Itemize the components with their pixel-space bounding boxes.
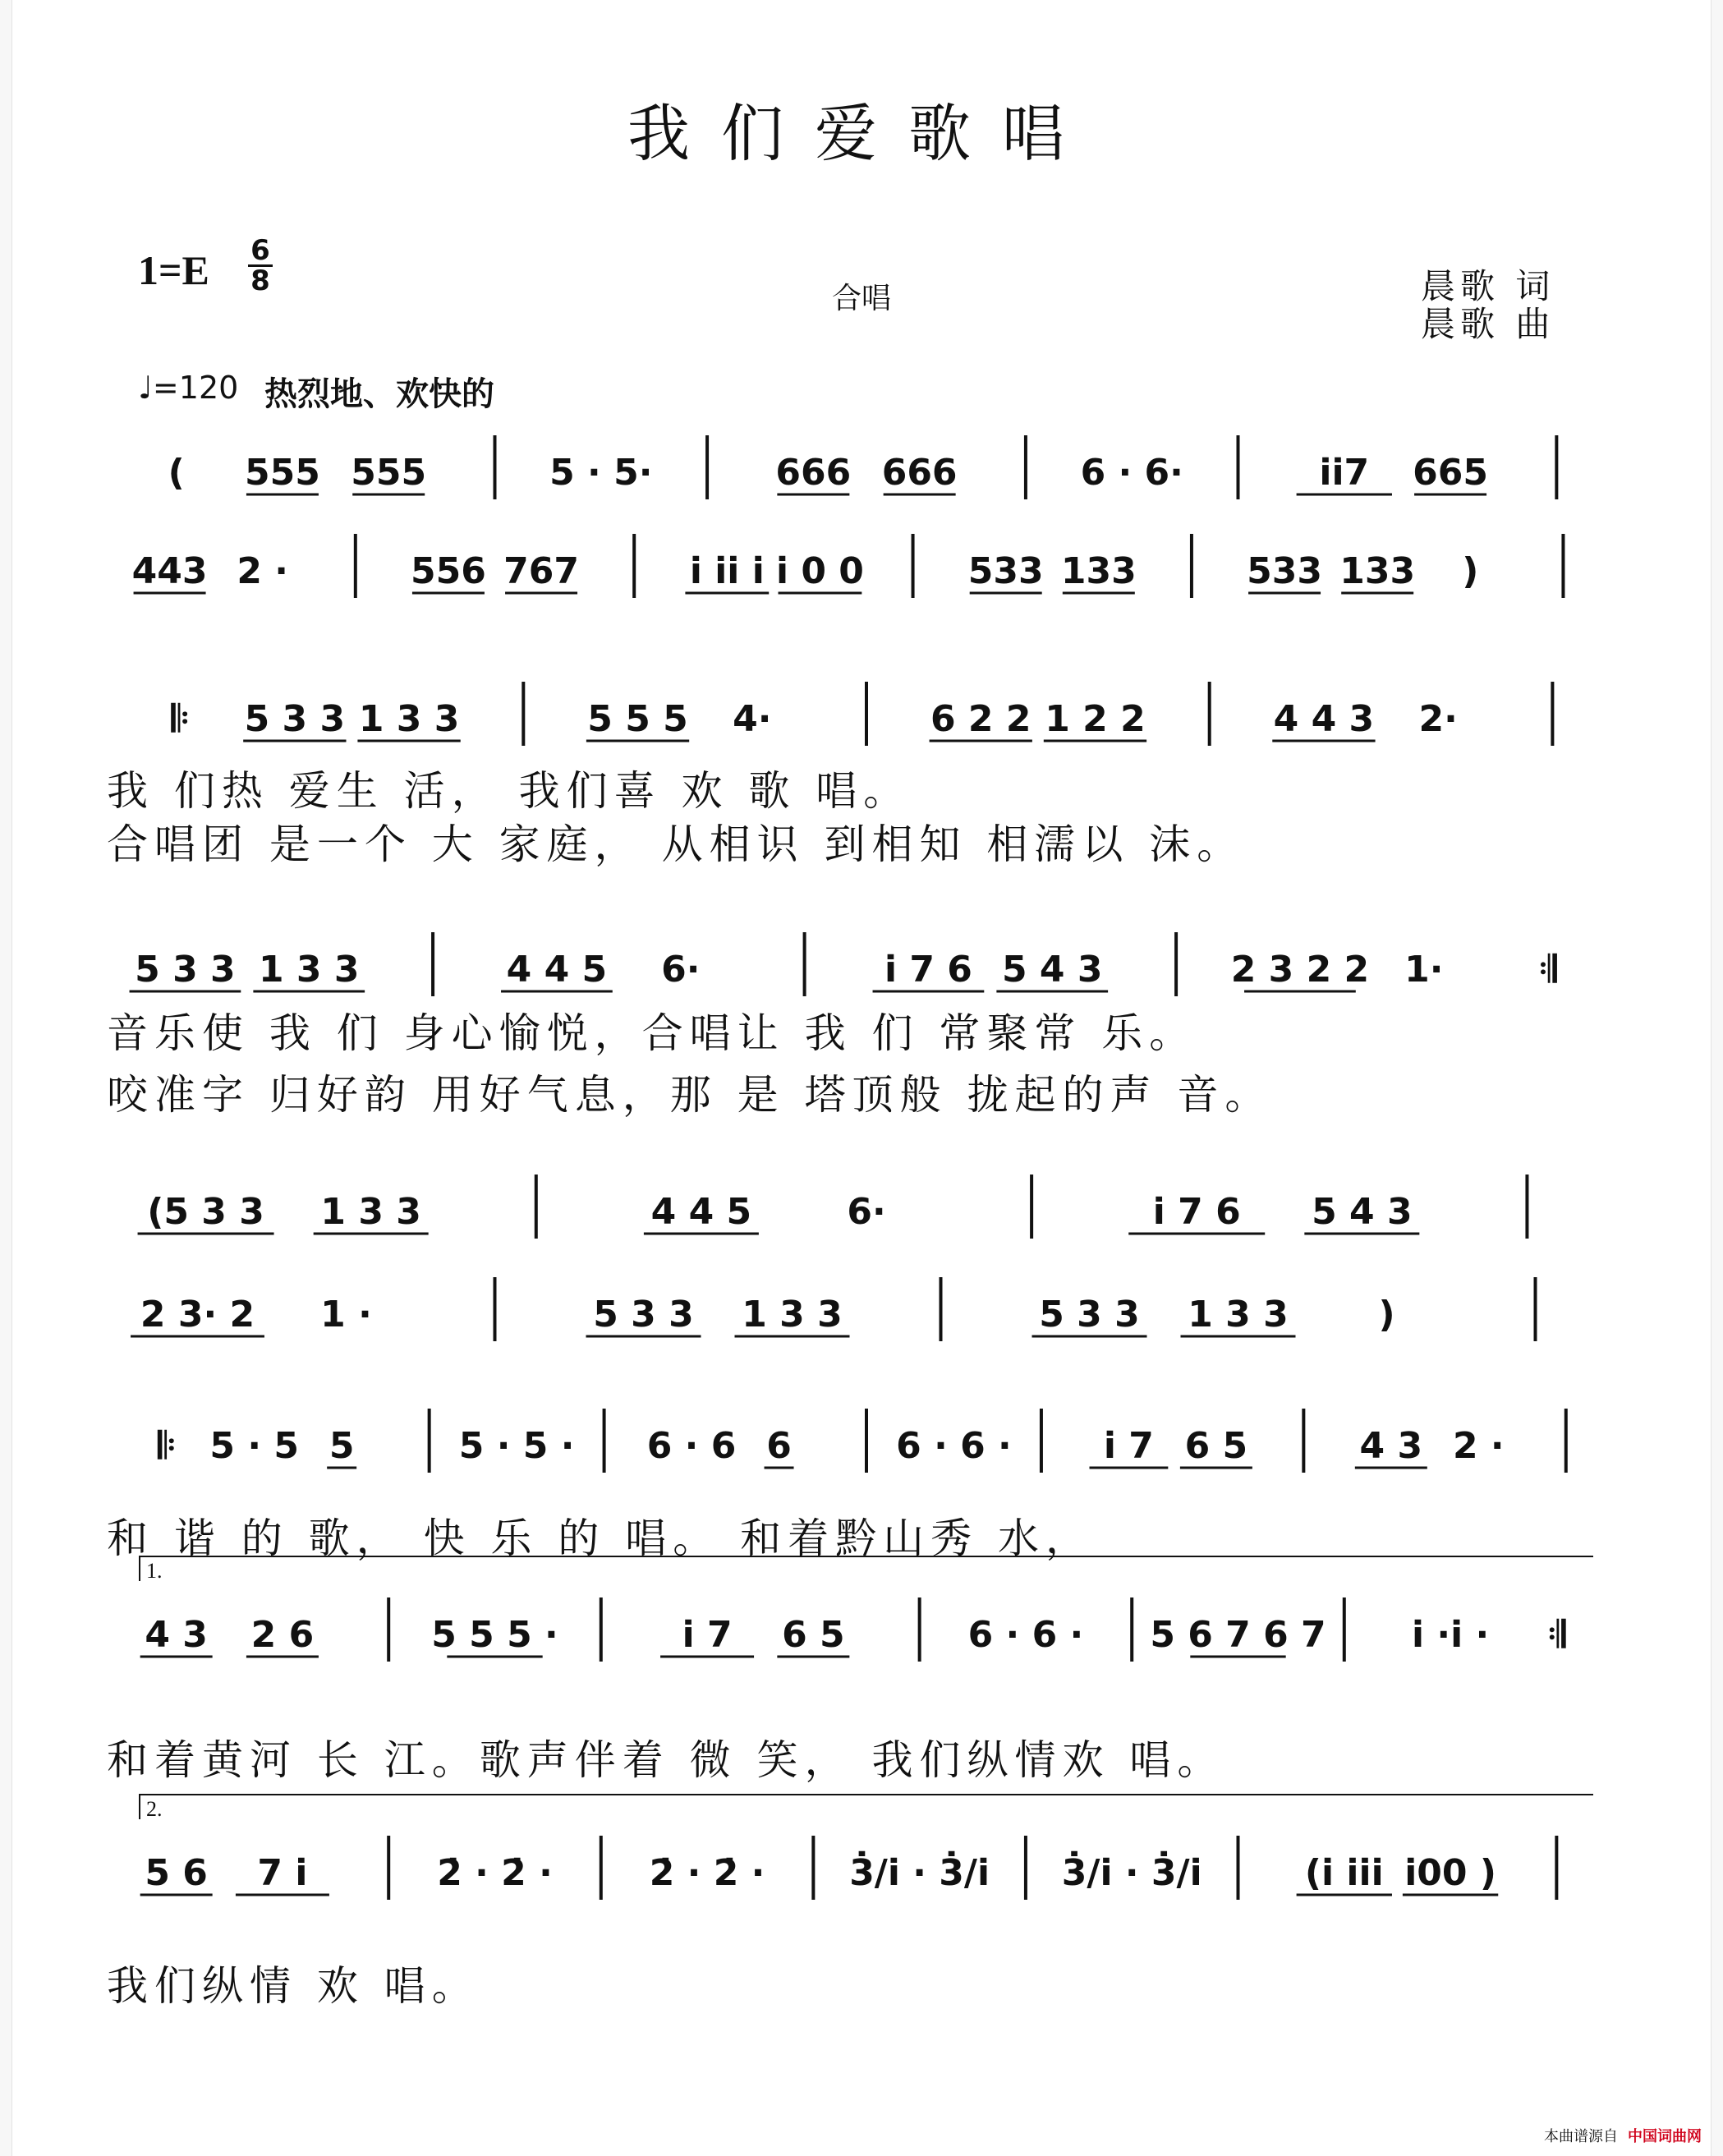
note-group: ) (1378, 1294, 1395, 1335)
tempo-marking: ♩=120 (138, 370, 239, 406)
lyric-line: 音乐使 我 们 身心愉悦，合唱让 我 们 常聚常 乐。 (107, 1009, 1197, 1057)
volta-bracket (140, 1795, 1593, 1819)
source-footer (1544, 2125, 1702, 2146)
note-group: 𝄇 (1547, 1614, 1566, 1656)
note-group: 555 (351, 452, 427, 494)
lyric-line: 我 们热 爱生 活， 我们喜 欢 歌 唱。 (107, 767, 912, 815)
composer-credit: 晨歌 曲 (1421, 304, 1555, 344)
note-group: 665 (1413, 452, 1489, 494)
note-group: 6 · 6 · (967, 1614, 1084, 1656)
note-group: i̇ i̇i̇ i̇ (689, 550, 765, 592)
footer-source-text: 本曲谱源自 (1544, 2128, 1618, 2145)
key-signature: 1=E (138, 247, 209, 293)
note-group: 2 3· 2 (140, 1294, 255, 1335)
note-group: 6 · 6· (1080, 452, 1183, 494)
note-group: 556 (411, 550, 486, 592)
lyric-line: 和 谐 的 歌， 快 乐 的 唱。 和着黔山秀 水， (107, 1515, 1094, 1562)
note-group: i̇ 7 6 (1152, 1191, 1241, 1233)
note-group: 𝄆 (158, 1425, 176, 1467)
note-group: 6 · 6 (646, 1425, 737, 1467)
note-group: 6 (766, 1425, 792, 1467)
note-group: 4 4 5 (650, 1191, 752, 1233)
note-group: 5 5 5 (587, 698, 688, 740)
note-group: 533 (967, 550, 1044, 592)
note-group: 1 · (320, 1294, 372, 1335)
note-group: i̇ 7 (1103, 1425, 1154, 1467)
note-group: 1 3 3 (742, 1294, 843, 1335)
note-group: 2̇ · 2̇ · (649, 1852, 765, 1894)
note-group: 666 (775, 452, 852, 494)
lyric-line: 咬准字 归好韵 用好气息，那 是 塔顶般 拢起的声 音。 (107, 1071, 1273, 1119)
note-group: 5 6 7 6 7 (1150, 1614, 1326, 1656)
note-group: 555 (244, 452, 320, 494)
song-title: 我们爱歌唱 (627, 97, 1096, 170)
volta-number: 2. (146, 1797, 163, 1821)
note-group: ( (168, 452, 185, 494)
note-group: 6 · 6 · (896, 1425, 1012, 1467)
note-group: i̇ 7 6 (884, 949, 972, 991)
note-group: 1 3 3 (1188, 1294, 1289, 1335)
note-group: 4 3 (1359, 1425, 1423, 1467)
note-group: 1 3 3 (320, 1191, 421, 1233)
lyric-line: 我们纵情 欢 唱。 (107, 1962, 480, 2010)
note-group: 767 (503, 550, 579, 592)
note-group: (i̇ i̇i̇i̇ (1304, 1852, 1384, 1894)
note-group: 3̇/i̇ · 3̇/i̇ (1061, 1852, 1202, 1894)
note-group: 443 (131, 550, 208, 592)
lyric-line: 合唱团 是一个 大 家庭， 从相识 到相知 相濡以 沫。 (107, 821, 1245, 868)
note-group: 6 5 (782, 1614, 845, 1656)
footer-brand: 中国词曲网 (1628, 2128, 1702, 2145)
note-group: 5 4 3 (1002, 949, 1103, 991)
note-group: 1 3 3 (259, 949, 360, 991)
note-group: 1 3 3 (358, 698, 460, 740)
note-group: 𝄇 (1538, 949, 1557, 991)
note-group: 5 6 (145, 1852, 208, 1894)
note-group: 2 · (1452, 1425, 1505, 1467)
note-group: 𝄆 (171, 698, 190, 740)
note-group: 6· (847, 1191, 886, 1233)
note-group: 1· (1404, 949, 1444, 991)
note-group: 533 (1247, 550, 1322, 592)
note-group: i̇ ·i̇ · (1411, 1614, 1490, 1656)
note-group: 133 (1060, 550, 1137, 592)
volta-number: 1. (146, 1559, 163, 1583)
note-group: 5 3 3 (244, 698, 346, 740)
note-group: 5 3 3 (1039, 1294, 1140, 1335)
note-group: 5 · 5· (549, 452, 653, 494)
performance-form: 合唱 (831, 282, 891, 315)
time-numerator: 6 (248, 237, 273, 267)
time-denominator: 8 (250, 264, 270, 297)
note-group: 4 4 3 (1273, 698, 1375, 740)
note-group: (5 3 3 (147, 1191, 264, 1233)
expression-marking: 热烈地、欢快的 (264, 375, 494, 413)
note-group: 1 2 2 (1045, 698, 1146, 740)
note-group: 4 3 (145, 1614, 208, 1656)
note-group: 2· (1418, 698, 1458, 740)
note-group: 5 3 3 (593, 1294, 694, 1335)
note-group: 4· (733, 698, 772, 740)
note-group: 133 (1339, 550, 1416, 592)
note-group: 6· (661, 949, 701, 991)
lyricist-credit: 晨歌 词 (1421, 266, 1555, 306)
lyric-line: 和着黄河 长 江。歌声伴着 微 笑， 我们纵情欢 唱。 (107, 1736, 1225, 1784)
note-group: 5 3 3 (135, 949, 236, 991)
note-group: 5 · 5 · (458, 1425, 575, 1467)
note-group: i̇i̇7 (1319, 452, 1370, 494)
note-group: 5 5 5 · (431, 1614, 558, 1656)
note-group: i̇ 0 0 (775, 550, 864, 592)
note-group: 5 (329, 1425, 355, 1467)
note-group: ) (1462, 550, 1479, 592)
note-group: 2 6 (250, 1614, 315, 1656)
note-group: 5 4 3 (1312, 1191, 1413, 1233)
note-group: 666 (881, 452, 958, 494)
note-group: i̇ 7 (682, 1614, 733, 1656)
note-group: 3̇/i̇ · 3̇/i̇ (849, 1852, 990, 1894)
note-group: 6 2 2 (930, 698, 1032, 740)
note-group: 2̇ · 2̇ · (437, 1852, 553, 1894)
note-group: 2 · (237, 550, 289, 592)
note-group: 6 5 (1184, 1425, 1248, 1467)
note-group: 4 4 5 (506, 949, 608, 991)
note-group: i̇00 ) (1404, 1852, 1496, 1894)
note-group: 5 · 5 (209, 1425, 300, 1467)
note-group: 7 i̇ (257, 1852, 308, 1894)
note-group: 2 3 2 2 (1230, 949, 1370, 991)
